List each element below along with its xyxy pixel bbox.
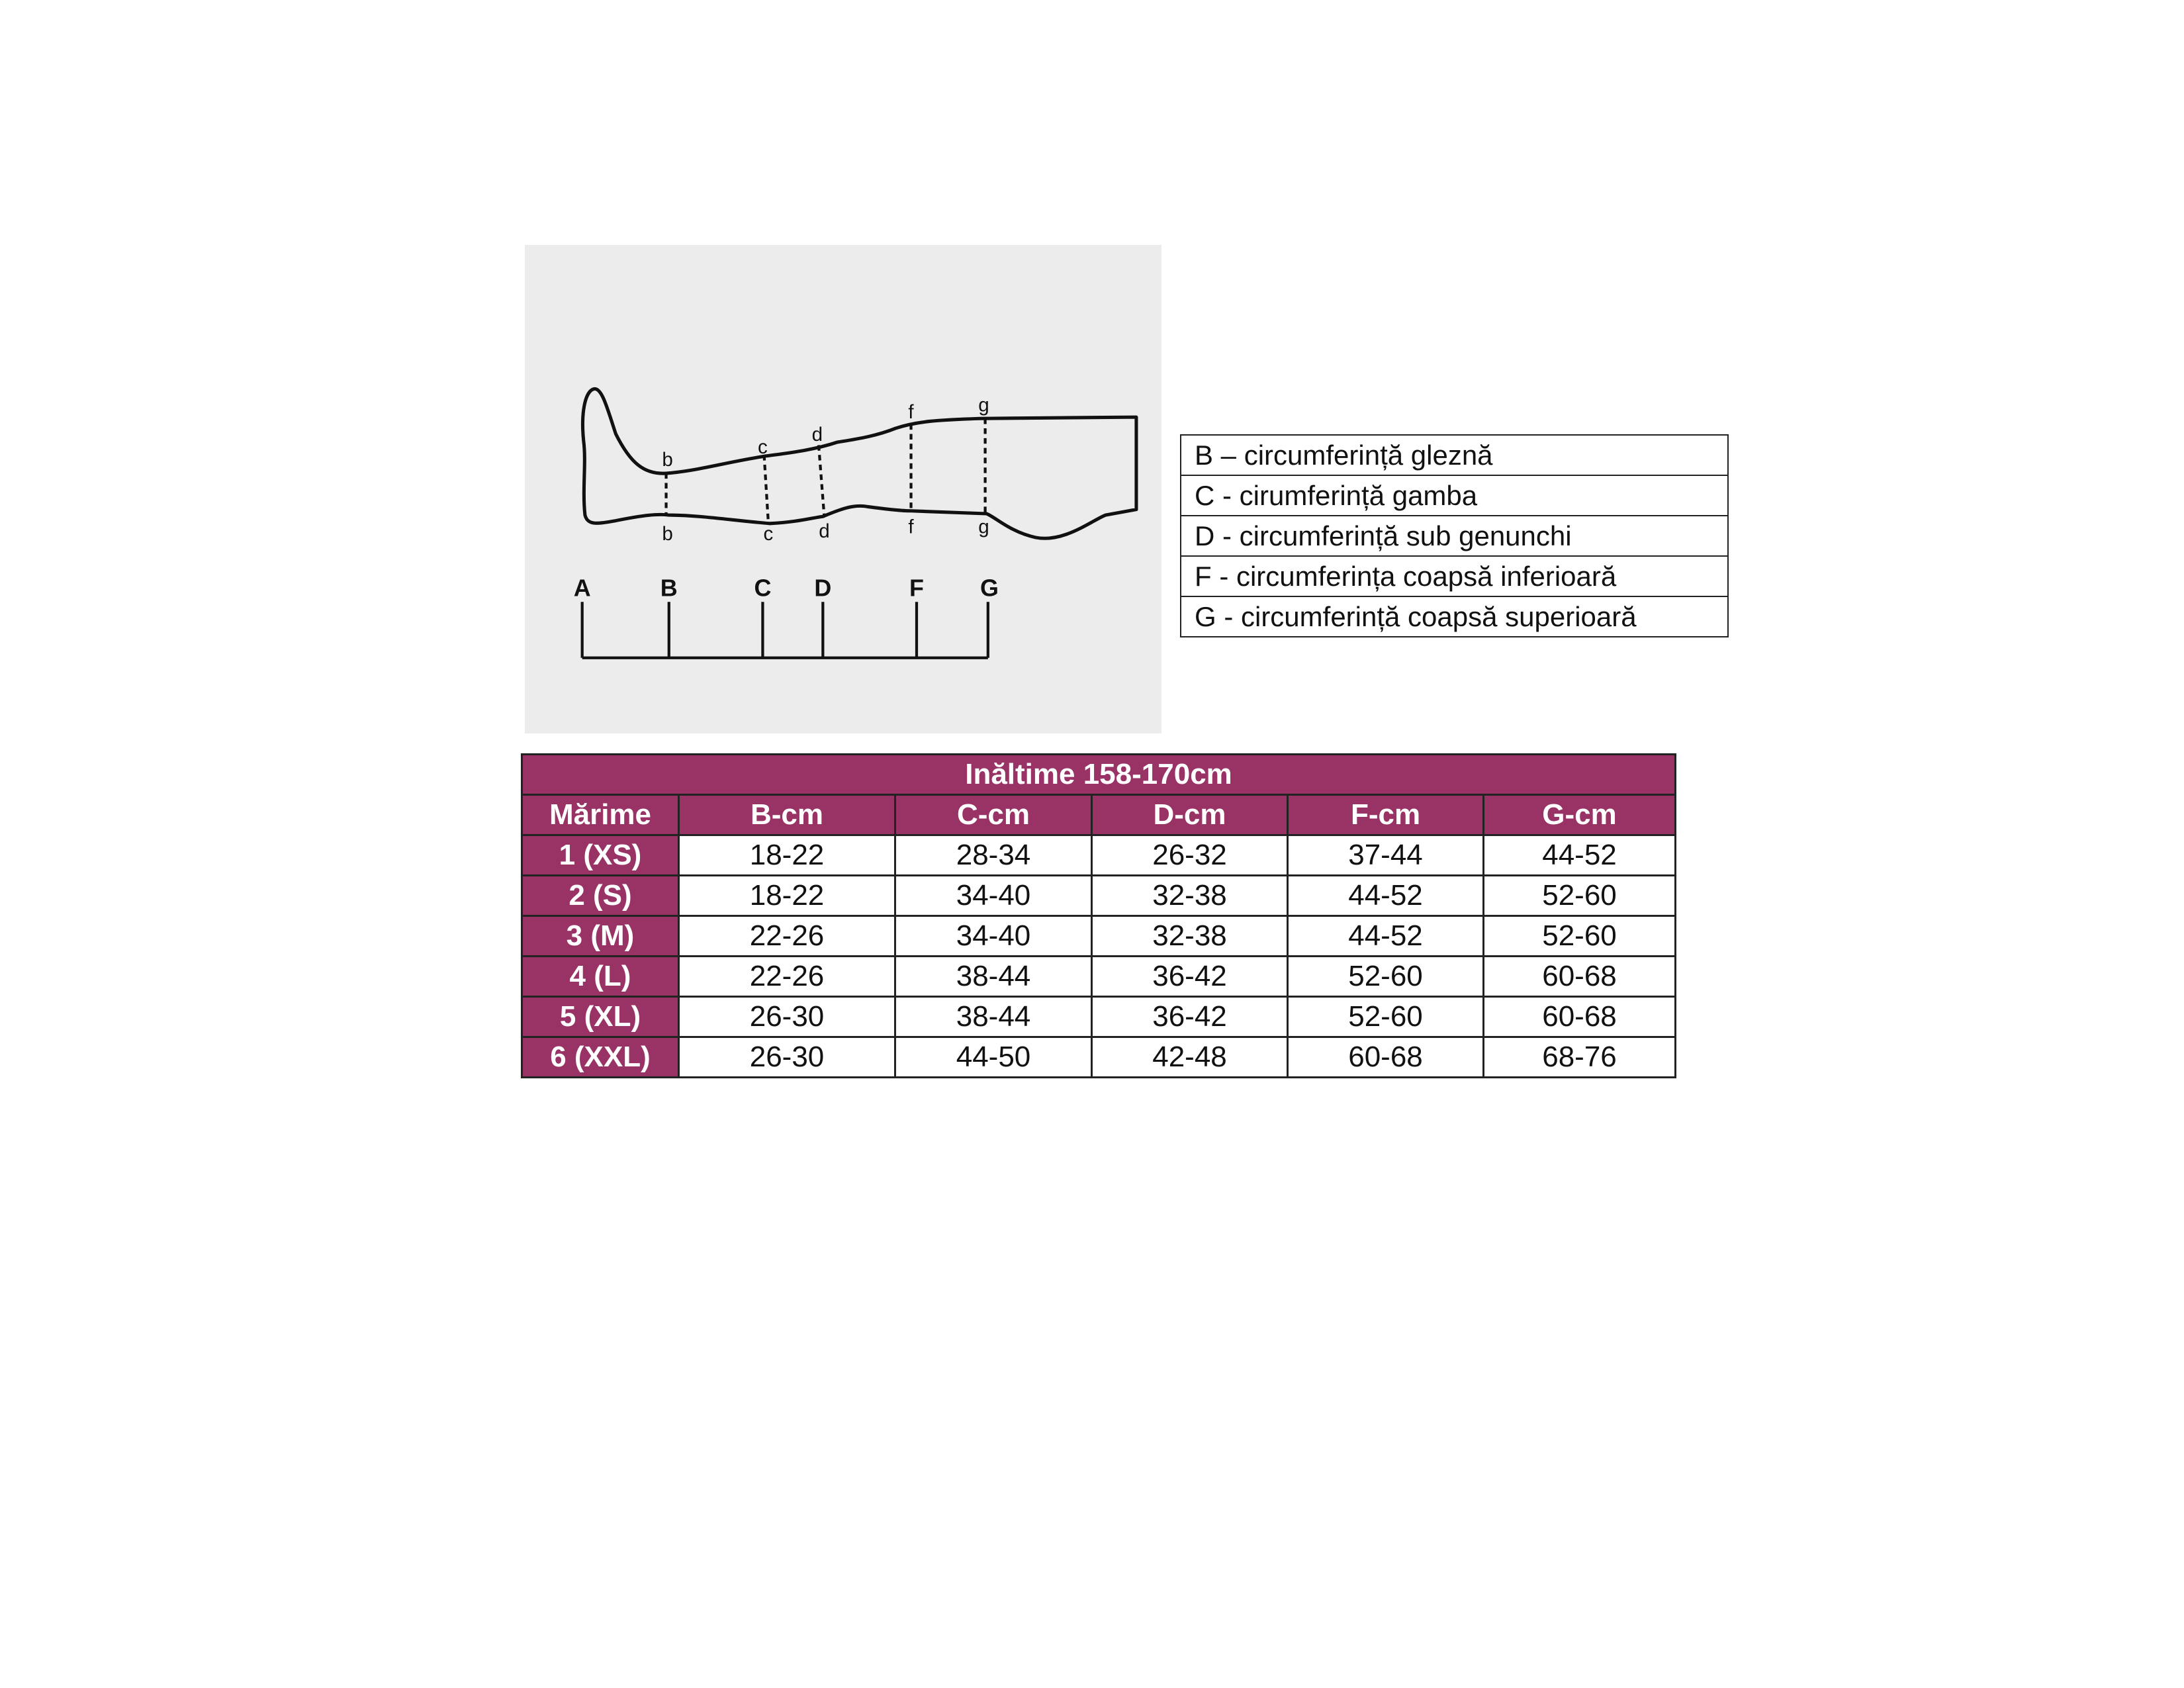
measurement-cell: 44-50 — [895, 1037, 1092, 1078]
measurement-cell: 18-22 — [679, 876, 895, 916]
ruler — [582, 602, 988, 658]
measurement-cell: 60-68 — [1288, 1037, 1484, 1078]
size-cell: 3 (M) — [522, 916, 679, 957]
measurement-cell: 32-38 — [1092, 916, 1288, 957]
lower-label-f: f — [908, 516, 914, 538]
ruler-label-c: C — [754, 574, 772, 602]
upper-label-b: b — [662, 449, 673, 471]
measurement-cell: 44-52 — [1288, 876, 1484, 916]
table-row — [522, 916, 1676, 957]
upper-label-c: c — [758, 436, 768, 459]
table-row — [522, 997, 1676, 1037]
measurement-cell: 44-52 — [1484, 835, 1676, 876]
measurement-cell: 28-34 — [895, 835, 1092, 876]
measurement-cell: 60-68 — [1484, 997, 1676, 1037]
ruler-label-g: G — [979, 574, 999, 602]
legend-item-b: B – circumferință gleznă — [1181, 435, 1728, 475]
column-header: F-cm — [1288, 795, 1484, 835]
measurement-cell: 52-60 — [1288, 997, 1484, 1037]
measurement-cell: 37-44 — [1288, 835, 1484, 876]
ruler-label-d: D — [814, 574, 832, 602]
column-header: B-cm — [679, 795, 895, 835]
lower-label-d: d — [819, 520, 830, 542]
measurement-cell: 26-30 — [679, 997, 895, 1037]
ruler-label-b: B — [660, 574, 678, 602]
size-cell: 2 (S) — [522, 876, 679, 916]
measurement-cell: 68-76 — [1484, 1037, 1676, 1078]
measurement-cell: 36-42 — [1092, 957, 1288, 997]
measurement-cell: 52-60 — [1288, 957, 1484, 997]
size-chart-table — [521, 753, 1676, 1078]
column-header: D-cm — [1092, 795, 1288, 835]
lower-label-b: b — [662, 523, 673, 545]
measurement-cell: 60-68 — [1484, 957, 1676, 997]
legend-item-g: G - circumferință coapsă superioară — [1181, 596, 1728, 637]
upper-label-g: g — [978, 394, 989, 416]
ruler-label-f: F — [909, 574, 924, 602]
upper-label-d: d — [811, 424, 823, 446]
measurement-cell: 26-30 — [679, 1037, 895, 1078]
measurement-dashed-lines — [666, 418, 985, 522]
leg-measurement-diagram — [525, 245, 1161, 733]
ruler-label-a: A — [573, 574, 591, 602]
legend-item-f: F - circumferința coapsă inferioară — [1181, 556, 1728, 596]
measurement-cell: 22-26 — [679, 916, 895, 957]
table-row — [522, 876, 1676, 916]
size-cell: 1 (XS) — [522, 835, 679, 876]
measurement-cell: 38-44 — [895, 957, 1092, 997]
table-header-row — [522, 795, 1676, 835]
table-row — [522, 957, 1676, 997]
measurement-cell: 52-60 — [1484, 916, 1676, 957]
size-cell: 6 (XXL) — [522, 1037, 679, 1078]
column-header: C-cm — [895, 795, 1092, 835]
size-cell: 4 (L) — [522, 957, 679, 997]
measurement-cell: 34-40 — [895, 916, 1092, 957]
column-header: G-cm — [1484, 795, 1676, 835]
upper-label-f: f — [908, 401, 914, 424]
measurement-cell: 44-52 — [1288, 916, 1484, 957]
measurement-legend — [1180, 434, 1729, 637]
lower-label-g: g — [978, 516, 989, 538]
leg-outline-drawing — [525, 245, 1161, 733]
column-header: Mărime — [522, 795, 679, 835]
measurement-cell: 22-26 — [679, 957, 895, 997]
measurement-cell: 36-42 — [1092, 997, 1288, 1037]
size-cell: 5 (XL) — [522, 997, 679, 1037]
measurement-cell: 38-44 — [895, 997, 1092, 1037]
legend-item-c: C - cirumferință gamba — [1181, 475, 1728, 516]
table-title: Inăltime 158-170cm — [522, 755, 1676, 795]
measurement-cell: 34-40 — [895, 876, 1092, 916]
measurement-cell: 42-48 — [1092, 1037, 1288, 1078]
lower-label-c: c — [763, 523, 774, 545]
table-row — [522, 1037, 1676, 1078]
table-row — [522, 835, 1676, 876]
measurement-cell: 32-38 — [1092, 876, 1288, 916]
measurement-cell: 26-32 — [1092, 835, 1288, 876]
measurement-cell: 52-60 — [1484, 876, 1676, 916]
measurement-cell: 18-22 — [679, 835, 895, 876]
legend-item-d: D - circumferință sub genunchi — [1181, 516, 1728, 556]
